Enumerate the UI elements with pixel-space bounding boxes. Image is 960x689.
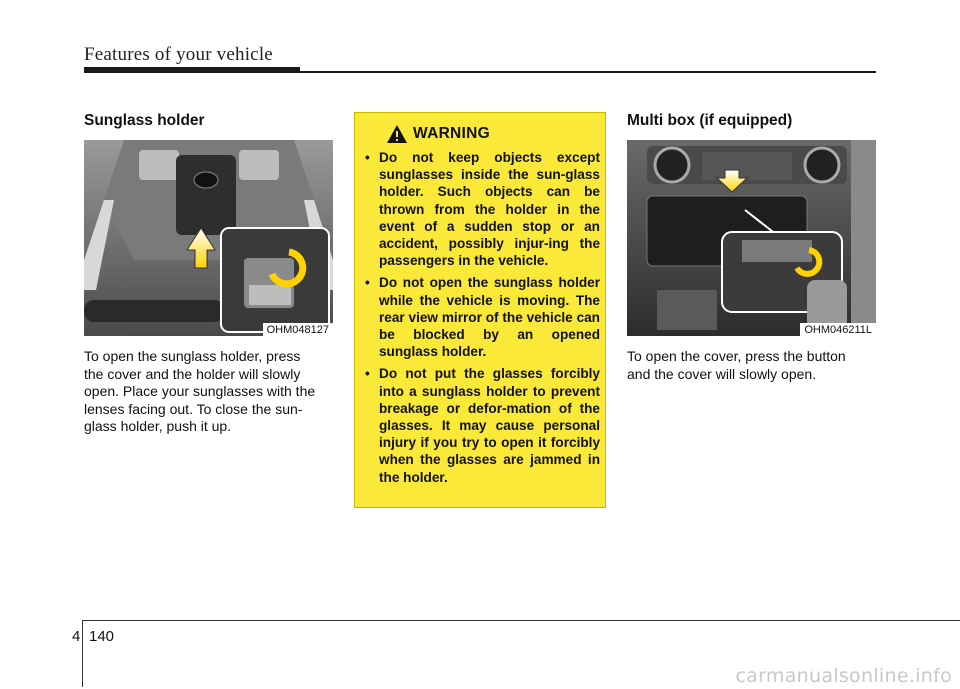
bullet: •	[365, 366, 370, 382]
warning-item	[365, 274, 600, 360]
multi-box-body	[627, 348, 879, 383]
page-header-title: Features of your vehicle	[84, 44, 273, 65]
body-line: glass holder, push it up.	[84, 418, 232, 434]
chapter-number: 4	[72, 628, 81, 645]
warning-item	[365, 365, 600, 485]
warning-item-text: Do not open the sunglass holder while the vehicle is moving. The rear view mirror of the vehicle can be blocked by an opened sunglass holder.	[379, 275, 600, 360]
body-line: and the cover will slowly open.	[627, 365, 817, 382]
sunglass-holder-heading: Sunglass holder	[84, 112, 205, 129]
multi-box-heading: Multi box (if equipped)	[627, 112, 793, 129]
body-line: To open the sunglass holder, press	[84, 348, 301, 364]
sunglass-holder-body	[84, 348, 336, 436]
multi-box-photo	[627, 140, 876, 336]
body-line: open. Place your sunglasses with the	[84, 383, 316, 399]
warning-list	[365, 149, 600, 491]
body-line: the cover and the holder will slowly	[84, 365, 301, 382]
page-number: 140	[89, 628, 115, 645]
footer-horizontal-rule	[82, 620, 960, 621]
bullet: •	[365, 275, 370, 291]
warning-item-text: Do not keep objects except sunglasses inside the sun-glass holder. Such objects can be thrown from the holder in the event of a sudden stop or an accident, possibly injur-ing the passengers in the vehicle.	[379, 150, 600, 269]
header-rule-thin	[84, 71, 876, 73]
warning-box	[354, 112, 606, 508]
warning-title: WARNING	[413, 125, 491, 142]
warning-item	[365, 149, 600, 269]
sunglass-photo-label: OHM048127	[263, 323, 333, 336]
bullet: •	[365, 150, 370, 165]
sunglass-holder-photo	[84, 140, 333, 336]
multi-box-photo-label: OHM046211L	[800, 323, 876, 336]
warning-header	[355, 123, 605, 147]
body-line: lenses facing out. To close the sun-	[84, 400, 303, 417]
footer-watermark: carmanualsonline.info	[735, 665, 952, 687]
body-line: To open the cover, press the button	[627, 348, 846, 364]
footer-vertical-rule	[82, 620, 83, 687]
warning-triangle-icon	[386, 124, 408, 144]
warning-item-text: Do not put the glasses forcibly into a sunglass holder to prevent breakage or defor-mation of the glasses. It may cause personal injury if you try to open it forcibly when the glasses are jammed in the holder.	[379, 366, 600, 485]
